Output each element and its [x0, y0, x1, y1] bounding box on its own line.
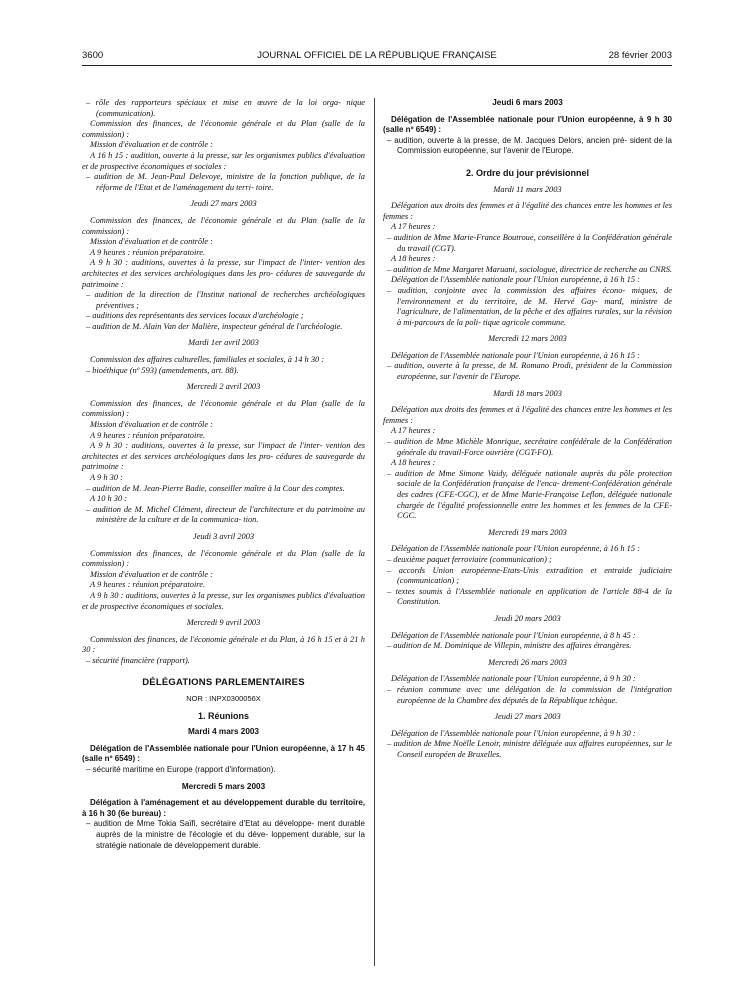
paragraph: – audition de la direction de l'Institut national de recherches archéologiques préventives ; — [86, 290, 365, 310]
subsection-heading: 2. Ordre du jour prévisionnel — [465, 167, 590, 178]
paragraph: – audition de Mme Marie-France Boutroue, conseillère à la Confédération générale du travail (CGT). — [387, 232, 672, 253]
paragraph: A 9 heures : réunion préparatoire. — [90, 247, 206, 257]
paragraph: Délégation de l'Assemblée nationale pour l'Union européenne, à 9 h 30 : — [391, 728, 636, 738]
date-heading: Jeudi 3 avril 2003 — [192, 531, 255, 541]
paragraph: – sécurité financière (rapport). — [86, 655, 190, 665]
left-column — [82, 98, 365, 851]
paragraph: – accords Union européenne-Etats-Unis extradition et entraide judiciaire (communication) ; — [387, 565, 672, 586]
section-heading: DÉLÉGATIONS PARLEMENTAIRES — [142, 676, 305, 688]
date-heading: Mardi 18 mars 2003 — [493, 388, 562, 398]
paragraph: – audition, conjointe avec la commission des affaires écono- miques, de l'environnement et du territoire, de M. Hervé Gay- mard, ministre de l'agriculture, de l'alimentation, de la pêche et des affaires rurales, sur la révision à mi-parcours de la poli- tique agricole commune. — [387, 285, 672, 327]
paragraph: Commission des finances, de l'économie générale et du Plan, à 16 h 15 et à 21 h 30 : — [82, 634, 365, 655]
date-heading: Jeudi 27 mars 2003 — [494, 712, 561, 722]
paragraph: A 17 heures : — [391, 426, 436, 436]
paragraph: A 18 heures : — [391, 254, 436, 264]
paragraph: Commission des finances, de l'économie générale et du Plan (salle de la commission) : — [82, 398, 365, 419]
paragraph: A 9 h 30 : auditions, ouvertes à la presse, sur les organismes publics d'évaluation et de prospective économiques et sociales. — [82, 590, 365, 611]
paragraph: – audition, ouverte à la presse, de M. Jacques Delors, ancien pré- sident de la Commission européenne, sur l'avenir de l'Europe. — [387, 135, 672, 156]
date-heading: Mercredi 9 avril 2003 — [186, 618, 261, 628]
date-heading: Mardi 11 mars 2003 — [493, 184, 562, 194]
paragraph: – auditions des représentants des services locaux d'archéologie ; — [86, 311, 304, 321]
paragraph: Délégation aux droits des femmes et à l'égalité des chances entre les hommes et les femmes : — [383, 201, 672, 221]
subsection-heading: 1. Réunions — [197, 710, 249, 721]
paragraph: Mission d'évaluation et de contrôle : — [90, 140, 213, 150]
paragraph: – réunion commune avec une délégation de la commission de l'intégration européenne de la Chambre des députés de la République tchèque. — [387, 684, 672, 705]
paragraph: – deuxième paquet ferroviaire (communication) ; — [387, 554, 552, 564]
paragraph: Délégation de l'Assemblée nationale pour l'Union européenne, à 9 h 30 (salle nº 6549) : — [383, 114, 672, 135]
paragraph: A 18 heures : — [391, 458, 436, 468]
date-heading: Mercredi 2 avril 2003 — [186, 382, 261, 392]
paragraph: Commission des affaires culturelles, familiales et sociales, à 14 h 30 : — [90, 355, 325, 365]
paragraph: A 9 heures : réunion préparatoire. — [90, 580, 206, 590]
paragraph: A 9 h 30 : — [90, 473, 123, 482]
paragraph: – audition de Mme Tokia Saïfi, secrétaire d'Etat au développe- ment durable auprès de la ministre de l'écologie et du déve- loppement durable, sur la stratégie nationale de développement durable. — [86, 819, 365, 850]
paragraph: – bioéthique (nº 593) (amendements, art. 88). — [86, 365, 239, 375]
paragraph: – audition de Mme Michèle Monrique, secrétaire confédérale de la Confédération générale du travail-Force ouvrière (CGT-FO). — [387, 437, 672, 457]
paragraph: Délégation de l'Assemblée nationale pour l'Union européenne, à 16 h 15 : — [391, 275, 640, 285]
paragraph: Délégation de l'Assemblée nationale pour l'Union européenne, à 16 h 15 : — [391, 544, 640, 554]
date-heading: Mardi 1er avril 2003 — [188, 338, 259, 348]
paragraph: – audition de M. Jean-Paul Delevoye, ministre de la fonction publique, de la réforme de l'Etat et de l'aménagement du terri- toire. — [86, 172, 365, 192]
paragraph: Délégation aux droits des femmes et à l'égalité des chances entre les hommes et les femmes : — [383, 405, 672, 425]
paragraph: – audition, ouverte à la presse, de M. Romano Prodi, président de la Commission européenne, sur l'avenir de l'Europe. — [387, 361, 672, 382]
paragraph: A 9 heures : réunion préparatoire. — [90, 430, 206, 440]
paragraph: – audition de Mme Margaret Maruani, sociologue, directrice de recherche au CNRS. — [387, 264, 672, 274]
paragraph: A 10 h 30 : — [90, 494, 128, 504]
paragraph: Commission des finances, de l'économie générale et du Plan (salle de la commission) : — [82, 215, 365, 236]
paragraph: Délégation à l'aménagement et au développement durable du territoire, à 16 h 30 (6e bureau) : — [82, 798, 365, 818]
column-divider — [374, 98, 375, 966]
paragraph: – audition de M. Michel Clément, directeur de l'architecture et du patrimoine au ministère de la culture et de la communica- tion. — [86, 504, 365, 525]
date-heading: Jeudi 20 mars 2003 — [494, 613, 561, 623]
paragraph: Délégation de l'Assemblée nationale pour l'Union européenne, à 17 h 45 (salle nº 6549) : — [82, 743, 365, 764]
paragraph: A 17 heures : — [391, 222, 436, 232]
paragraph: A 9 h 30 : auditions, ouvertes à la presse, sur l'impact de l'inter- vention des architectes et des services archéologiques dans les pro- cédures de sauvegarde du patrimoine : — [82, 258, 365, 289]
paragraph: – audition de Mme Noëlle Lenoir, ministre déléguée aux affaires européennes, sur le Conseil européen de Bruxelles. — [387, 739, 672, 759]
nor-reference: NOR : INPX0300056X — [186, 694, 261, 704]
date-heading: Mercredi 19 mars 2003 — [488, 527, 567, 537]
issue-date: 28 février 2003 — [608, 50, 672, 61]
header-rule — [82, 65, 672, 66]
page-number: 3600 — [82, 50, 104, 61]
paragraph: – audition de M. Alain Van der Malière, inspecteur général de l'archéologie. — [86, 321, 343, 331]
date-heading: Jeudi 27 mars 2003 — [190, 199, 257, 209]
date-heading: Mercredi 26 mars 2003 — [488, 657, 567, 667]
date-heading: Mardi 4 mars 2003 — [187, 727, 259, 737]
date-heading: Mercredi 12 mars 2003 — [488, 334, 567, 344]
right-column — [383, 98, 672, 760]
date-heading: Mercredi 5 mars 2003 — [181, 781, 266, 791]
paragraph: Délégation de l'Assemblée nationale pour l'Union européenne, à 8 h 45 : — [391, 630, 636, 640]
paragraph: Délégation de l'Assemblée nationale pour l'Union européenne, à 9 h 30 : — [391, 674, 636, 684]
paragraph: A 9 h 30 : auditions, ouvertes à la presse, sur l'impact de l'inter- vention des architectes et des services archéologiques dans les pro- cédures de sauvegarde du patrimoine : — [82, 441, 365, 472]
paragraph: A 16 h 15 : audition, ouverte à la presse, sur les organismes publics d'évaluation et de prospective économiques et sociales : — [82, 150, 365, 171]
paragraph: Commission des finances, de l'économie générale et du Plan (salle de la commission) : — [82, 119, 365, 139]
paragraph: Délégation de l'Assemblée nationale pour l'Union européenne, à 16 h 15 : — [391, 350, 640, 360]
date-heading: Jeudi 6 mars 2003 — [492, 98, 563, 107]
journal-title: JOURNAL OFFICIEL DE LA RÉPUBLIQUE FRANÇAISE — [257, 50, 497, 61]
paragraph: – textes soumis à l'Assemblée nationale en application de l'article 88-4 de la Constitution. — [387, 586, 672, 607]
paragraph: – audition de Mme Simone Vaidy, déléguée nationale auprès du pôle protection sociale de la Confédération française de l'enca- drement-Confédération générale des cadres (CFE-CGC), et de Mme Marie-Françoise Leflon, déléguée nationale chargée de l'égalité professionnelle entre les hommes et les femmes de la CFE-CGC. — [387, 468, 672, 521]
paragraph: – rôle des rapporteurs spéciaux et mise en œuvre de la loi orga- nique (communication). — [86, 98, 365, 118]
paragraph: – sécurité maritime en Europe (rapport d'information). — [86, 765, 276, 775]
paragraph: Mission d'évaluation et de contrôle : — [90, 237, 213, 247]
paragraph: Commission des finances, de l'économie générale et du Plan (salle de la commission) : — [82, 548, 365, 569]
paragraph: – audition de M. Jean-Pierre Badie, conseiller maître à la Cour des comptes. — [86, 483, 345, 493]
paragraph: – audition de M. Dominique de Villepin, ministre des affaires étrangères. — [387, 641, 632, 651]
paragraph: Mission d'évaluation et de contrôle : — [90, 420, 213, 430]
page-header — [82, 50, 672, 64]
paragraph: Mission d'évaluation et de contrôle : — [90, 569, 213, 579]
